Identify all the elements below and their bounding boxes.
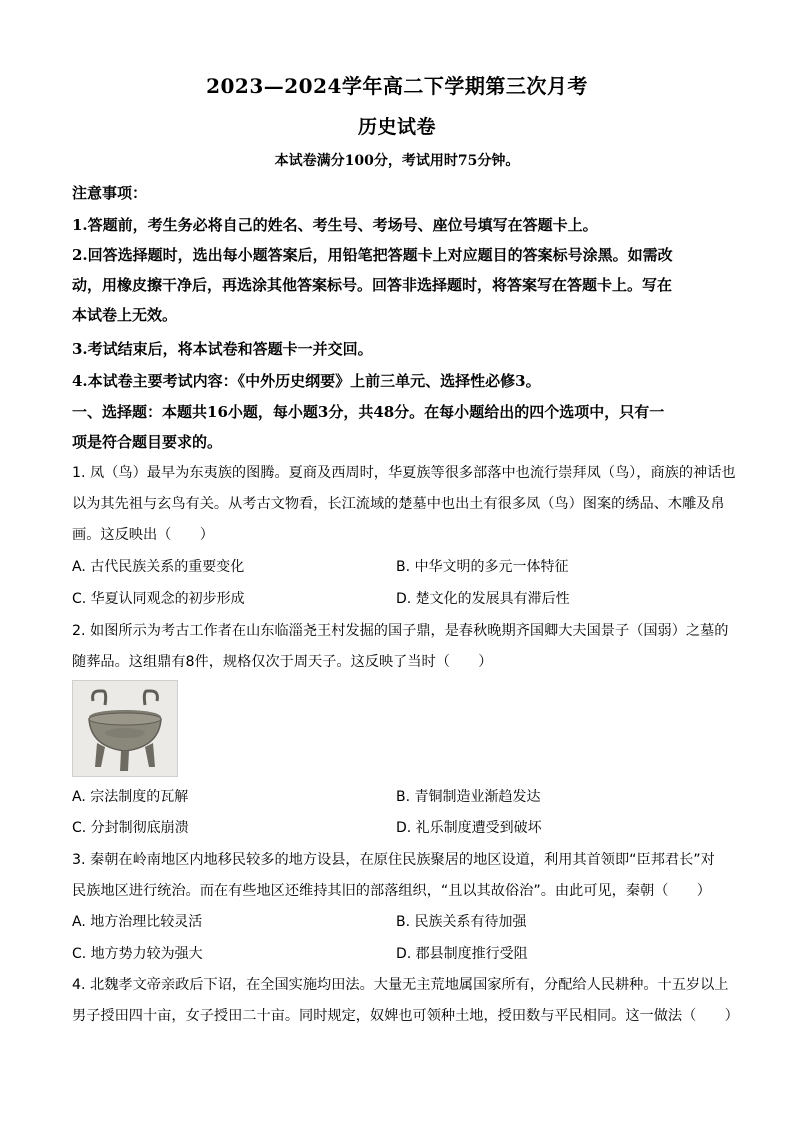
note-line: 本试卷上无效。 xyxy=(72,306,178,324)
note-line: 4.本试卷主要考试内容：《中外历史纲要》上前三单元、选择性必修3。 xyxy=(72,372,541,390)
question-4-text: 4. 北魏孝文帝亲政后下诏，在全国实施均田法。大量无主荒地属国家所有，分配给人民耕种。十五岁以上 xyxy=(72,977,729,993)
question-2-option-b: B. 青铜制造业渐趋发达 xyxy=(396,789,541,805)
bronze-ding-icon xyxy=(73,681,177,776)
question-3-option-c: C. 地方势力较为强大 xyxy=(72,946,203,962)
question-1-option-c: C. 华夏认同观念的初步形成 xyxy=(72,591,245,607)
section-heading: 一、选择题：本题共16小题，每小题3分，共48分。在每小题给出的四个选项中，只有一 xyxy=(72,403,665,421)
note-line: 3.考试结束后，将本试卷和答题卡一并交回。 xyxy=(72,340,373,358)
note-line: 2.回答选择题时，选出每小题答案后，用铅笔把答题卡上对应题目的答案标号涂黑。如需改 xyxy=(72,246,673,264)
question-1-text: 画。这反映出（ ） xyxy=(72,527,214,543)
exam-info: 本试卷满分100分，考试用时75分钟。 xyxy=(274,153,520,169)
exam-title: 2023—2024学年高二下学期第三次月考 xyxy=(206,74,588,98)
exam-subject: 历史试卷 xyxy=(357,116,436,138)
question-1-text: 1. 凤（鸟）最早为东夷族的图腾。夏商及西周时，华夏族等很多部落中也流行崇拜凤（鸟），商族的神话也 xyxy=(72,465,736,481)
question-1-option-a: A. 古代民族关系的重要变化 xyxy=(72,559,245,575)
question-1-option-b: B. 中华文明的多元一体特征 xyxy=(396,559,569,575)
question-2-option-d: D. 礼乐制度遭受到破坏 xyxy=(396,820,542,836)
question-2-text: 2. 如图所示为考古工作者在山东临淄尧王村发掘的国子鼎，是春秋晚期齐国卿大夫国景子（国弱）之墓的 xyxy=(72,623,729,639)
question-2-text: 随葬品。这组鼎有8件，规格仅次于周天子。这反映了当时（ ） xyxy=(72,654,493,670)
question-1-text: 以为其先祖与玄鸟有关。从考古文物看，长江流域的楚墓中也出土有很多凤（鸟）图案的绣品、木雕及帛 xyxy=(72,496,725,512)
note-line: 动，用橡皮擦干净后，再选涂其他答案标号。回答非选择题时，将答案写在答题卡上。写在 xyxy=(72,276,673,294)
note-line: 1.答题前，考生务必将自己的姓名、考生号、考场号、座位号填写在答题卡上。 xyxy=(72,216,598,234)
question-3-option-b: B. 民族关系有待加强 xyxy=(396,914,527,930)
question-1-option-d: D. 楚文化的发展具有滞后性 xyxy=(396,591,570,607)
question-3-option-a: A. 地方治理比较灵活 xyxy=(72,914,203,930)
question-3-option-d: D. 郡县制度推行受阻 xyxy=(396,946,528,962)
section-heading: 项是符合题目要求的。 xyxy=(72,433,223,451)
question-2-option-c: C. 分封制彻底崩溃 xyxy=(72,820,189,836)
question-4-text: 男子授田四十亩，女子授田二十亩。同时规定，奴婢也可领种土地，授田数与平民相同。这一做法（ ） xyxy=(72,1008,739,1024)
bronze-ding-image xyxy=(72,680,178,777)
question-2-option-a: A. 宗法制度的瓦解 xyxy=(72,789,189,805)
question-3-text: 民族地区进行统治。而在有些地区还维持其旧的部落组织，“且以其故俗治”。由此可见，秦朝（ ） xyxy=(72,883,711,899)
notes-heading: 注意事项： xyxy=(72,184,148,202)
question-3-text: 3. 秦朝在岭南地区内地移民较多的地方设县，在原住民族聚居的地区设道，利用其首领即“臣邦君长”对 xyxy=(72,852,715,868)
